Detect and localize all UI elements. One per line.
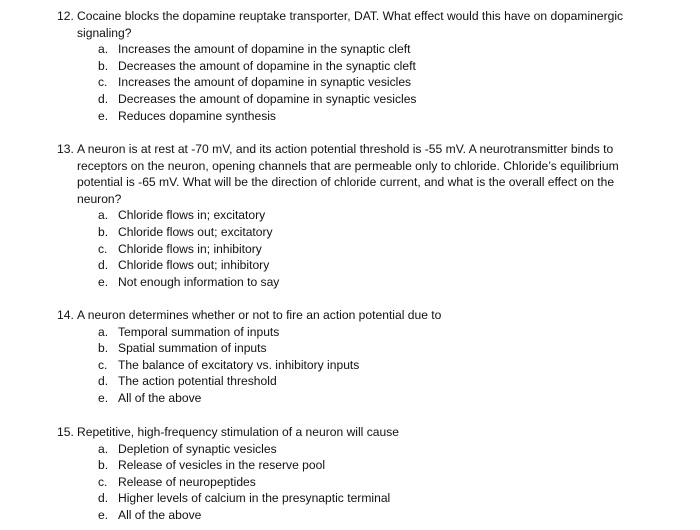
option-letter: a.: [98, 208, 109, 223]
question-text: A neuron determines whether or not to fire an action potential due to: [77, 308, 442, 322]
option-item: [57, 274, 652, 291]
option-item: [57, 41, 652, 58]
option-text: Decreases the amount of dopamine in the synaptic cleft: [118, 58, 416, 73]
option-item: [57, 58, 652, 75]
option-text: Reduces dopamine synthesis: [118, 108, 276, 123]
question-number: 13.: [57, 142, 74, 156]
option-text: All of the above: [118, 507, 202, 522]
option-letter: e.: [98, 507, 109, 522]
option-item: [57, 357, 652, 374]
option-letter: b.: [98, 458, 109, 473]
option-letter: c.: [98, 75, 108, 90]
option-letter: e.: [98, 108, 109, 123]
option-letter: a.: [98, 324, 109, 339]
question-number: 14.: [57, 308, 74, 322]
option-item: [57, 507, 652, 524]
option-text: The action potential threshold: [118, 374, 277, 389]
option-letter: d.: [98, 491, 109, 506]
option-text: Higher levels of calcium in the presynaptic terminal: [118, 491, 391, 506]
option-text: Increases the amount of dopamine in synaptic vesicles: [118, 75, 412, 90]
option-text: Not enough information to say: [118, 274, 280, 289]
option-item: [57, 224, 652, 241]
option-letter: a.: [98, 42, 109, 57]
option-text: Release of vesicles in the reserve pool: [118, 458, 326, 473]
option-letter: a.: [98, 441, 109, 456]
option-item: [57, 474, 652, 491]
option-text: Spatial summation of inputs: [118, 341, 267, 356]
option-text: Release of neuropeptides: [118, 474, 256, 489]
question-15: [57, 424, 652, 524]
option-item: [57, 324, 652, 341]
option-text: Temporal summation of inputs: [118, 324, 280, 339]
option-item: [57, 340, 652, 357]
option-letter: d.: [98, 258, 109, 273]
option-list: [57, 441, 652, 524]
question-stem: [57, 424, 652, 441]
question-stem: [57, 307, 652, 324]
option-text: Increases the amount of dopamine in the synaptic cleft: [118, 42, 411, 57]
option-text: Chloride flows out; inhibitory: [118, 258, 270, 273]
option-text: All of the above: [118, 390, 202, 405]
question-number: 12.: [57, 9, 74, 23]
question-text: Repetitive, high-frequency stimulation of a neuron will cause: [77, 425, 400, 439]
option-item: [57, 257, 652, 274]
option-item: [57, 91, 652, 108]
option-list: [57, 41, 652, 124]
question-12: [57, 8, 652, 124]
option-letter: e.: [98, 274, 109, 289]
option-letter: b.: [98, 224, 109, 239]
option-letter: c.: [98, 474, 108, 489]
option-item: [57, 241, 652, 258]
option-item: [57, 490, 652, 507]
option-letter: b.: [98, 341, 109, 356]
question-stem: [57, 8, 652, 41]
option-item: [57, 373, 652, 390]
option-letter: c.: [98, 241, 108, 256]
question-13: [57, 141, 652, 290]
question-text: Cocaine blocks the dopamine reuptake transporter, DAT. What effect would this have on dopaminergic signaling?: [77, 9, 624, 40]
option-list: [57, 324, 652, 407]
option-letter: d.: [98, 374, 109, 389]
option-letter: e.: [98, 390, 109, 405]
option-item: [57, 441, 652, 458]
option-text: Chloride flows out; excitatory: [118, 224, 273, 239]
option-letter: b.: [98, 58, 109, 73]
option-item: [57, 390, 652, 407]
option-list: [57, 207, 652, 290]
option-text: Chloride flows in; excitatory: [118, 208, 266, 223]
question-14: [57, 307, 652, 407]
question-text: A neuron is at rest at -70 mV, and its action potential threshold is -55 mV. A neurotransmitter binds to receptors on the neuron, opening channels that are permeable only to chloride. Chloride’s equilibrium potential is -65 mV. What will be the direction of chloride current, and what is the overall effect on the neuron?: [77, 142, 619, 206]
option-letter: d.: [98, 91, 109, 106]
option-letter: c.: [98, 357, 108, 372]
option-item: [57, 207, 652, 224]
option-text: Chloride flows in; inhibitory: [118, 241, 262, 256]
option-item: [57, 74, 652, 91]
option-text: Decreases the amount of dopamine in synaptic vesicles: [118, 91, 417, 106]
option-item: [57, 457, 652, 474]
question-stem: [57, 141, 652, 207]
option-item: [57, 108, 652, 125]
question-number: 15.: [57, 425, 74, 439]
option-text: Depletion of synaptic vesicles: [118, 441, 277, 456]
option-text: The balance of excitatory vs. inhibitory inputs: [118, 357, 360, 372]
